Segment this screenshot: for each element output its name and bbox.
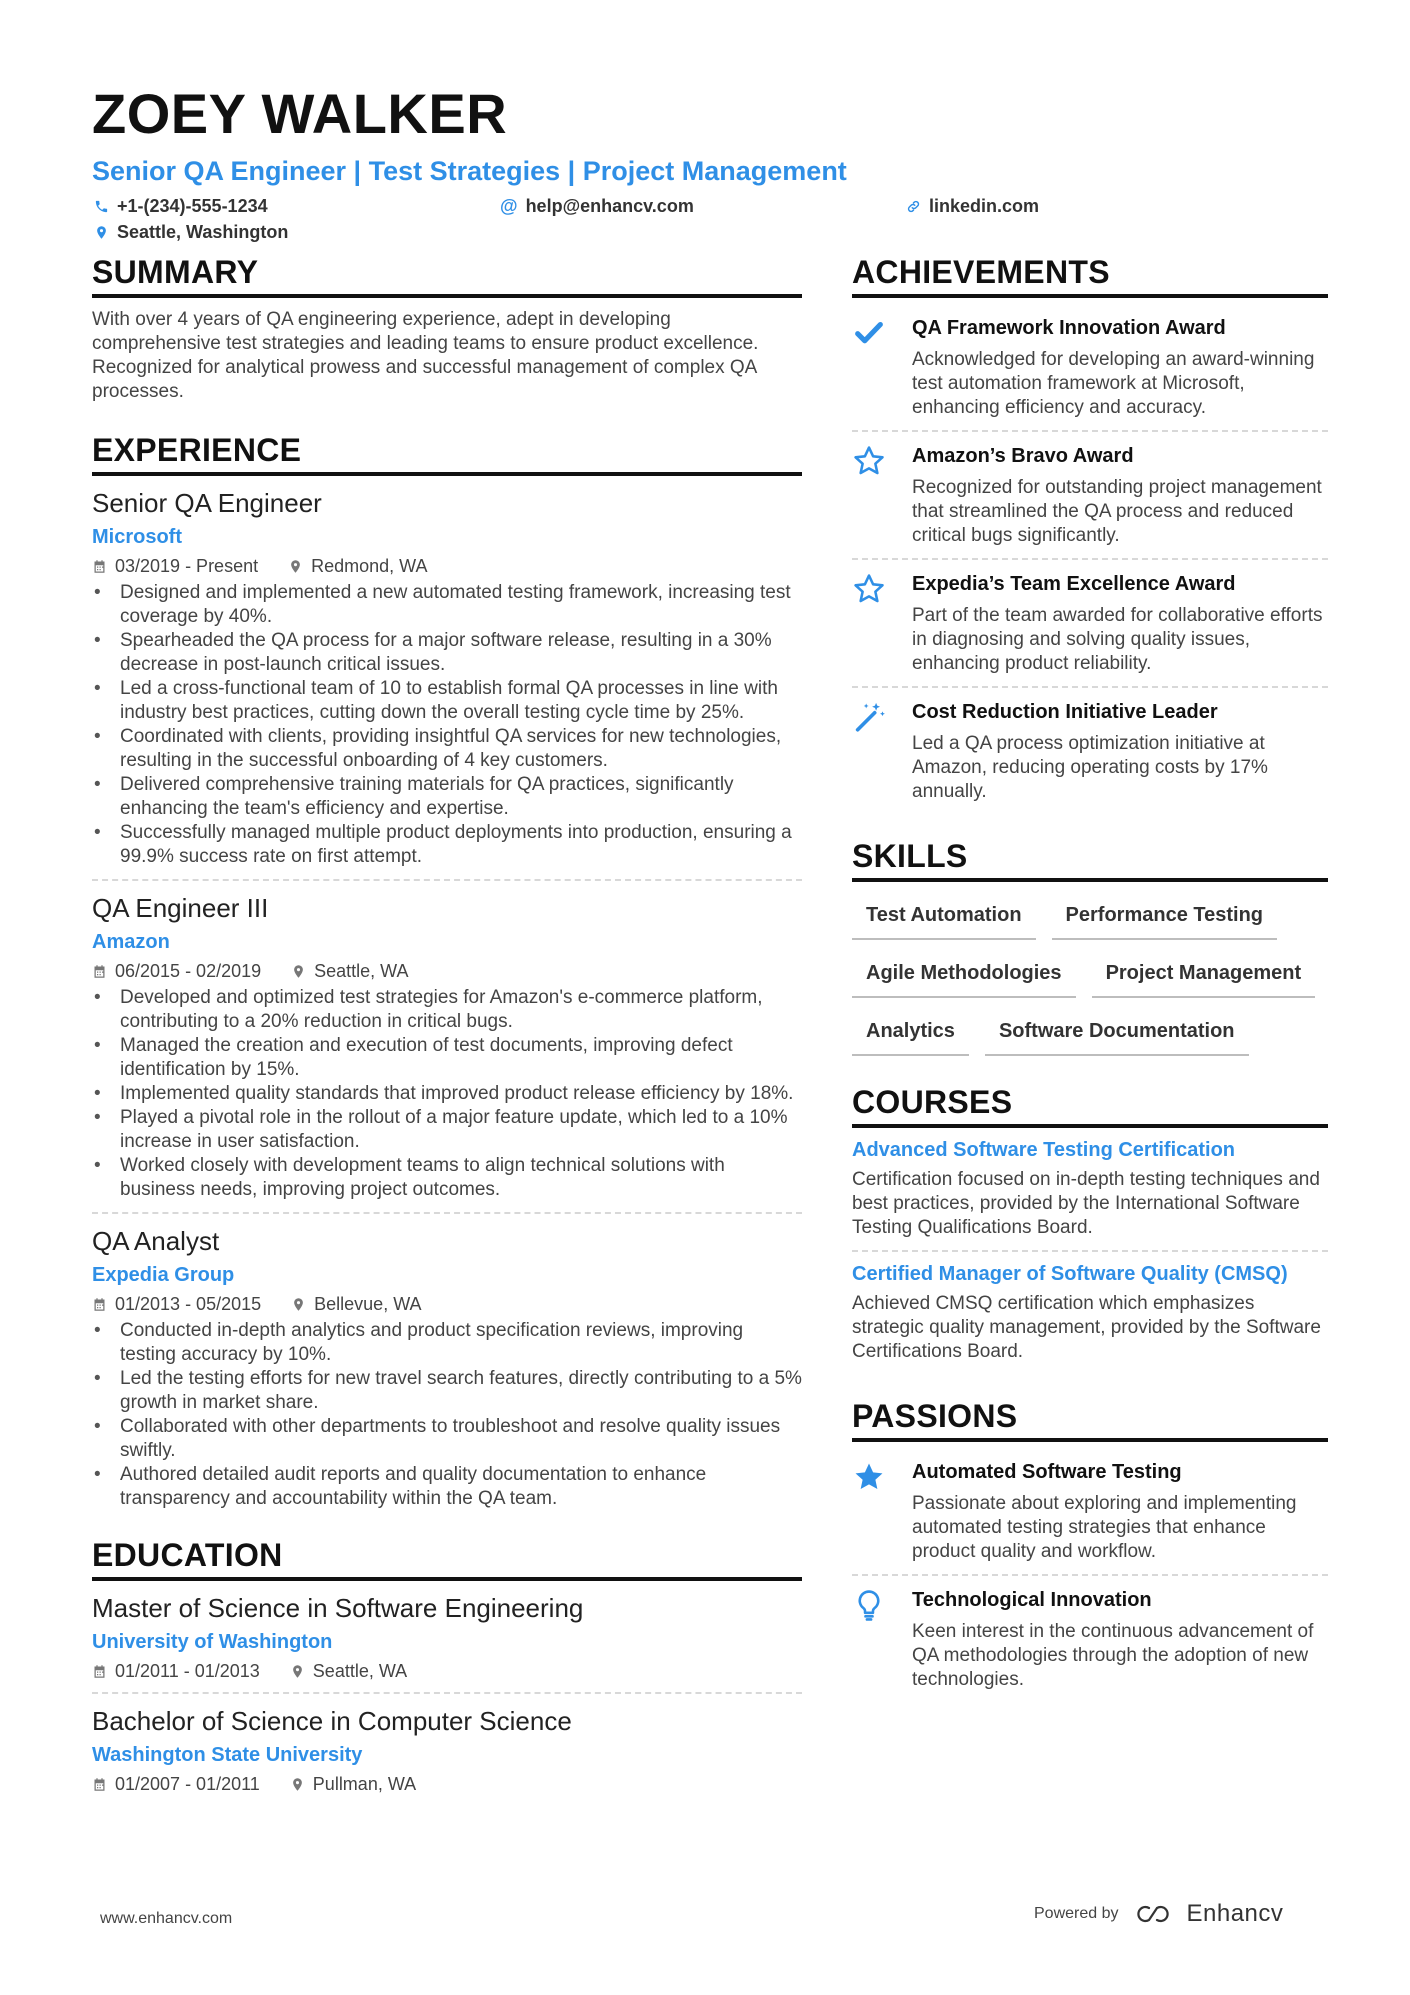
achievement-body [912,698,1328,804]
passions-section [852,1396,1328,1702]
experience-section [92,430,802,1521]
job-meta [92,960,802,982]
calendar-icon [92,1777,107,1792]
powered-by-label: Powered by [1034,1905,1119,1922]
course-item [852,1138,1328,1252]
degree-title: Bachelor of Science in Computer Science [92,1706,572,1736]
achievement-icon-wrap [852,570,912,676]
job-entry [92,891,802,1214]
contact-info [92,194,1332,250]
skill-tag: Agile Methodologies [852,950,1076,998]
brand-name: Enhancv [1186,1900,1284,1927]
achievement-desc: Acknowledged for developing an award-winning test automation framework at Microsoft, enhancing efficiency and accuracy. [912,349,1315,418]
course-desc: Achieved CMSQ certification which emphasizes strategic quality management, provided by the Software Certifications Board. [852,1293,1321,1362]
job-bullet: • Delivered comprehensive training materials for QA practices, significantly enhancing the team's efficiency and expertise. [92,773,802,821]
resume-header [92,82,1332,250]
course-item [852,1262,1328,1374]
achievement-icon-wrap [852,314,912,420]
job-entry [92,1224,802,1521]
job-location-text: Seattle, WA [314,961,409,981]
location-pin-icon [290,1664,305,1679]
contact-linkedin[interactable] [906,194,1039,218]
courses-heading: COURSES [852,1082,1328,1128]
achievement-item [852,692,1328,814]
skill-tag: Performance Testing [1052,892,1277,940]
education-dates: 01/2011 - 01/2013 [115,1661,260,1681]
summary-section [92,252,802,404]
calendar-icon [92,1297,107,1312]
calendar-icon [92,1664,107,1679]
skill-tag: Test Automation [852,892,1036,940]
job-bullet: • Managed the creation and execution of test documents, improving defect identification by 15%. [92,1034,802,1082]
achievement-title: Amazon’s Bravo Award [912,445,1134,467]
contact-location [94,220,288,244]
calendar-icon [92,559,107,574]
skill-tag: Software Documentation [985,1008,1249,1056]
passion-item [852,1452,1328,1576]
linkedin-text: linkedin.com [929,196,1040,216]
achievement-body [912,570,1328,676]
candidate-name: ZOEY WALKER [92,82,508,145]
achievement-desc: Led a QA process optimization initiative at Amazon, reducing operating costs by 17% annually. [912,733,1268,802]
skills-heading: SKILLS [852,836,1328,882]
skills-list [852,892,1328,1056]
phone-text: +1-(234)-555-1234 [117,196,268,216]
passion-desc: Passionate about exploring and implementing automated testing strategies that enhance product quality and workflow. [912,1493,1297,1562]
course-desc: Certification focused on in-depth testing techniques and best practices, provided by the International Software Testing Qualifications Board. [852,1169,1320,1238]
footer-branding [1034,1900,1283,1928]
education-entry [92,1591,802,1694]
passion-item [852,1580,1328,1702]
job-bullet: • Designed and implemented a new automated testing framework, increasing test coverage by 40%. [92,581,802,629]
skill-tag: Analytics [852,1008,969,1056]
achievement-body [912,314,1328,420]
company-name: Expedia Group [92,1264,235,1286]
school-name: University of Washington [92,1631,333,1653]
education-location [290,1773,416,1795]
location-pin-icon [94,225,109,240]
job-entry [92,486,802,881]
job-dates: 06/2015 - 02/2019 [115,961,262,981]
education-dates: 01/2007 - 01/2011 [115,1774,260,1794]
courses-section [852,1082,1328,1374]
location-pin-icon [288,559,303,574]
passions-heading: PASSIONS [852,1396,1328,1442]
at-icon: @ [500,196,518,216]
summary-heading: SUMMARY [92,252,802,298]
course-title: Certified Manager of Software Quality (CMSQ) [852,1263,1288,1285]
education-location-text: Seattle, WA [312,1661,408,1681]
enhancv-brand[interactable] [1135,1900,1284,1928]
calendar-icon [92,964,107,979]
course-title: Advanced Software Testing Certification [852,1139,1236,1161]
achievement-title: QA Framework Innovation Award [912,317,1226,339]
job-bullet: • Authored detailed audit reports and quality documentation to enhance transparency and accountability within the QA team. [92,1463,802,1511]
job-location [291,960,408,982]
job-bullet: • Spearheaded the QA process for a major software release, resulting in a 30% decrease in post-launch critical issues. [92,629,802,677]
enhancv-logo-icon [1135,1902,1179,1926]
skill-tag: Project Management [1092,950,1316,998]
job-bullets [92,986,802,1202]
job-bullet: • Developed and optimized test strategies for Amazon's e-commerce platform, contributing to a 20% reduction in critical bugs. [92,986,802,1034]
job-bullet: • Conducted in-depth analytics and product specification reviews, improving testing accuracy by 10%. [92,1319,802,1367]
achievements-heading: ACHIEVEMENTS [852,252,1328,298]
achievement-title: Expedia’s Team Excellence Award [912,573,1236,595]
job-title: QA Engineer III [92,893,269,923]
summary-text: With over 4 years of QA engineering experience, adept in developing comprehensive test strategies and leading teams to ensure product excellence. Recognized for analytical prowess and successful management of complex QA processes. [92,309,759,402]
email-text: help@enhancv.com [525,196,694,216]
job-location-text: Bellevue, WA [314,1294,422,1314]
left-column [92,252,802,1815]
star-filled-icon [852,1460,886,1494]
right-column [852,252,1328,1706]
company-name: Amazon [92,931,170,953]
achievement-item [852,436,1328,560]
job-dates: 01/2013 - 05/2015 [115,1294,262,1314]
job-bullet: • Worked closely with development teams to align technical solutions with business needs, improving project outcomes. [92,1154,802,1202]
job-bullet: • Coordinated with clients, providing insightful QA services for new technologies, resulting in the successful onboarding of 4 key customers. [92,725,802,773]
job-title: QA Analyst [92,1226,220,1256]
candidate-title: Senior QA Engineer | Test Strategies | Project Management [92,156,847,186]
education-location-text: Pullman, WA [312,1774,417,1794]
achievement-desc: Recognized for outstanding project management that streamlined the QA process and reduced critical bugs significantly. [912,477,1322,546]
contact-phone [94,194,268,218]
job-bullet: • Implemented quality standards that improved product release efficiency by 18%. [92,1082,802,1106]
experience-heading: EXPERIENCE [92,430,802,476]
job-location [291,1293,421,1315]
achievement-body [912,442,1328,548]
achievement-icon-wrap [852,442,912,548]
passion-icon-wrap [852,1586,912,1692]
school-name: Washington State University [92,1744,363,1766]
education-location [290,1660,407,1682]
location-pin-icon [290,1777,305,1792]
education-section [92,1535,802,1805]
link-icon [906,199,921,214]
company-name: Microsoft [92,526,182,548]
passion-body [912,1458,1328,1564]
job-location-text: Redmond, WA [311,556,428,576]
education-meta [92,1773,802,1795]
job-dates: 03/2019 - Present [115,556,259,576]
star-outline-icon [852,444,886,478]
education-entry [92,1704,802,1805]
location-text: Seattle, Washington [117,222,289,242]
footer-website[interactable]: www.enhancv.com [100,1910,233,1927]
star-outline-icon [852,572,886,606]
education-meta [92,1660,802,1682]
location-pin-icon [291,964,306,979]
lightbulb-icon [852,1588,886,1622]
passion-title: Automated Software Testing [912,1461,1182,1483]
achievement-icon-wrap [852,698,912,804]
job-bullet: • Led a cross-functional team of 10 to establish formal QA processes in line with industry best practices, cutting down the overall testing cycle time by 25%. [92,677,802,725]
job-bullet: • Led the testing efforts for new travel search features, directly contributing to a 5% growth in market share. [92,1367,802,1415]
job-bullets [92,1319,802,1511]
location-pin-icon [291,1297,306,1312]
job-meta [92,1293,802,1315]
achievements-section [852,252,1328,814]
degree-title: Master of Science in Software Engineering [92,1593,584,1623]
achievement-item [852,564,1328,688]
phone-icon [94,199,109,214]
job-title: Senior QA Engineer [92,488,322,518]
passion-title: Technological Innovation [912,1589,1152,1611]
job-location [288,555,427,577]
skills-section [852,836,1328,1056]
check-icon [852,316,886,350]
job-bullet: • Played a pivotal role in the rollout of a major feature update, which led to a 10% increase in user satisfaction. [92,1106,802,1154]
achievement-item [852,308,1328,432]
achievement-desc: Part of the team awarded for collaborative efforts in diagnosing and solving quality issues, enhancing product reliability. [912,605,1323,674]
achievement-title: Cost Reduction Initiative Leader [912,701,1218,723]
job-bullet: • Successfully managed multiple product deployments into production, ensuring a 99.9% success rate on first attempt. [92,821,802,869]
passion-body [912,1586,1328,1692]
passion-desc: Keen interest in the continuous advancement of QA methodologies through the adoption of new technologies. [912,1621,1314,1690]
job-bullets [92,581,802,869]
passion-icon-wrap [852,1458,912,1564]
job-bullet: • Collaborated with other departments to troubleshoot and resolve quality issues swiftly. [92,1415,802,1463]
contact-email[interactable] [500,194,694,218]
education-heading: EDUCATION [92,1535,802,1581]
magic-wand-icon [852,700,886,734]
job-meta [92,555,802,577]
